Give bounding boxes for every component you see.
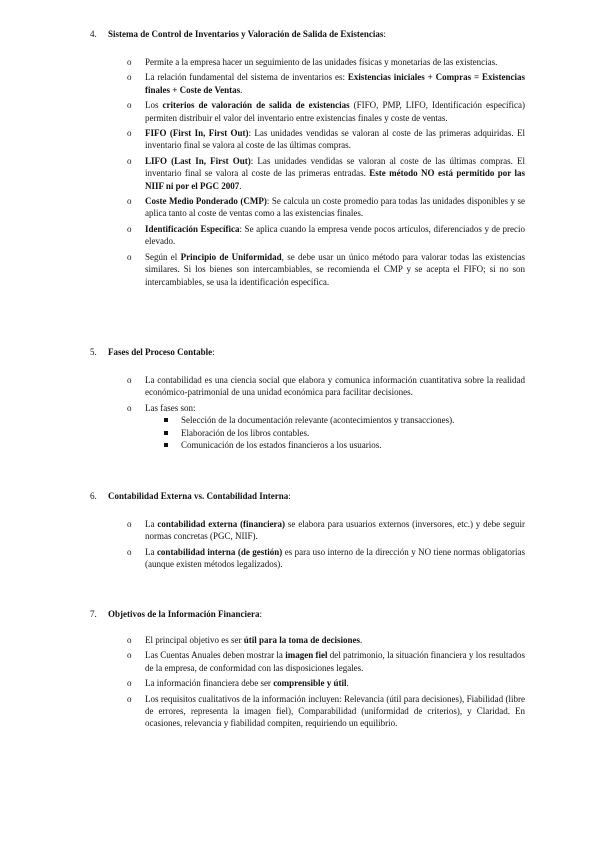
list-item xyxy=(127,127,525,152)
bullet-marker: o xyxy=(127,650,132,661)
text-run: . xyxy=(359,635,363,645)
section-number: 5. xyxy=(90,347,97,357)
text-run: Según el xyxy=(145,251,181,262)
bold-text: imagen fiel xyxy=(285,650,328,661)
section-title: Fases del Proceso Contable xyxy=(108,347,213,357)
bullet-marker: o xyxy=(127,375,132,385)
text-run: Las Cuentas Anuales deben mostrar la xyxy=(145,650,286,661)
section-number: 4. xyxy=(90,29,97,39)
text-run: : Las unidades vendidas se valoran al coste de las primeras adquiridas. El inventario final se valora al coste de las últimas compras. xyxy=(145,128,525,151)
sub-list-item xyxy=(181,439,525,451)
text-run: . xyxy=(239,180,242,191)
bold-text: Coste Medio Ponderado (CMP) xyxy=(145,196,267,207)
text-run: Las fases son: xyxy=(145,402,196,413)
bold-text: Existencias iniciales + Compras = Existencias finales + Coste de Ventas xyxy=(145,72,525,95)
bullet-marker: o xyxy=(127,155,132,166)
sub-item-text: Comunicación de los estados financieros a los usuarios. xyxy=(181,440,382,451)
bullet-marker: o xyxy=(127,635,132,645)
bullet-marker: o xyxy=(127,678,132,689)
text-run: se elabora para usuarios externos (inversores, etc.) y debe seguir normas concretas (PGC, NIIF). xyxy=(145,519,525,542)
text-run: , se debe usar un único método para valorar todas las existencias similares. Si los bienes son intercambiables, se recomienda el CMP y se acepta el FIFO; si no son intercambiables, se usa la identificación específica. xyxy=(145,251,526,287)
list-item xyxy=(127,251,526,288)
bold-text: comprensible y útil xyxy=(273,678,347,689)
sub-list-item xyxy=(181,427,525,439)
bullet-marker: o xyxy=(127,72,132,83)
section-title: Contabilidad Externa vs. Contabilidad Interna xyxy=(108,491,289,501)
text-run: . xyxy=(240,84,243,95)
text-run: El principal objetivo es ser xyxy=(145,635,244,645)
list-item xyxy=(127,223,526,248)
text-run: La xyxy=(145,519,158,529)
bullet-marker: o xyxy=(127,519,132,529)
bullet-list xyxy=(0,518,600,574)
bold-text: contabilidad externa (financiera) xyxy=(157,519,286,529)
text-run: Los requisitos cualitativos de la información incluyen: Relevancia (útil para decisiones), Fiabilidad (libre de errores, representa la imagen fiel), Comparabilidad (uniformidad de criterios), y Claridad. En ocasiones, relevancia y fiabilidad compiten, requiriendo un equilibrio. xyxy=(145,693,525,729)
section-title: Objetivos de la Información Financiera xyxy=(108,609,260,619)
bullet-marker: o xyxy=(127,196,132,207)
document-page: 4. Sistema de Control de Inventarios y Valoración de Salida de Existencias: o Permite a la empresa hacer un seguimiento de las unidades físicas y monetarias de las existencias. o La relación fundamental del sistema de inventarios es: Existencias iniciales + Compras = Existencias finales + Coste de Ventas. o Los criterios de valoración de salida de existencias (FIFO, PMP, LIFO, Identificación específica) permiten distribuir el valor del inventario entre existencias finales y coste de ventas. o FIFO (First In, First Out): Las unidades vendidas se valoran al coste de las primeras adquiridas. El inventario final se valora al coste de las últimas compras. o LIFO (Last In, First Out): Las unidades vendidas se valoran al coste de las últimas compras. El inventario final se valora al coste de las primeras entradas. Este método NO está permitido por las NIIF ni por el PGC 2007. o Coste Medio Ponderado (CMP): Se calcula un coste promedio para todas las unidades disponibles y se aplica tanto al coste de ventas como a las existencias finales. o Identificación Específica: Se aplica cuando la empresa vende pocos artículos, diferenciados y de precio elevado. o Según el Principio de Uniformidad, se debe usar un único método para valorar todas las existencias similares. Si los bienes son intercambiables, se recomienda el CMP y se acepta el FIFO; si no son intercambiables, se usa la identificación específica. 5. Fases del Proceso Contable: o La contabilidad es una ciencia social que elabora y comunica información cuantitativa sobre la realidad económico-patrimonial de una unidad económica para facilitar decisiones. o Las fases son: Selección de la documentación relevante (acontecimientos y transacciones). Elaboración de los libros contables. Comunicación de los estados financieros a los usuarios. 6. Contabilidad Externa vs. Contabilidad Interna: o La contabilidad externa (financiera) se elabora para usuarios externos (inversores, etc.) y debe seguir normas concretas (PGC, NIIF). o La contabilidad interna (de gestión) es para uso interno de la dirección y NO tiene normas obligatorias (aunque existen métodos legalizados). 7. Objetivos de la Información Financiera: o El principal objetivo es ser útil para la toma de decisiones. o Las Cuentas Anuales deben mostrar la imagen fiel del patrimonio, la situación financiera y los resultados de la empresa, de conformidad con las disposiciones legales. o La información financiera debe ser comprensible y útil. o Los requisitos cualitativos de la información incluyen: Relevancia (útil para decisiones), Fiabilidad (libre de errores, representa la imagen fiel), Comparabilidad (uniformidad de criterios), y Claridad. En ocasiones, relevancia y fiabilidad compiten, requiriendo un equilibrio. xyxy=(0,0,600,848)
list-item xyxy=(127,195,526,220)
list-item xyxy=(127,155,525,192)
text-run: es para uso interno de la dirección y NO tiene normas obligatorias (aunque existen métodos legalizados). xyxy=(145,546,525,570)
text-run: : Se calcula un coste promedio para todas las unidades disponibles y se aplica tanto al coste de ventas como a las existencias finales. xyxy=(145,196,526,219)
list-item xyxy=(127,649,525,674)
text-run: La información financiera debe ser xyxy=(145,678,274,689)
square-bullet xyxy=(164,418,168,422)
bold-text: contabilidad interna (de gestión) xyxy=(156,546,283,557)
bold-text: Identificación Específica xyxy=(145,223,240,234)
text-run: : Se aplica cuando la empresa vende pocos artículos, diferenciados y de precio elevado. xyxy=(145,223,526,247)
list-item xyxy=(127,546,525,571)
text-run: (FIFO, PMP, LIFO, Identificación específica) permiten distribuir el valor del inventario entre existencias finales y coste de ventas. xyxy=(145,100,525,123)
section-number: 6. xyxy=(90,491,97,501)
bullet-marker: o xyxy=(127,693,132,704)
text-run: La contabilidad es una ciencia social que elabora y comunica información cuantitativa sobre la realidad económico-patrimonial de una unidad económica para facilitar decisiones. xyxy=(145,375,525,398)
bullet-marker: o xyxy=(127,128,132,139)
list-item xyxy=(127,693,525,730)
bullet-list xyxy=(0,56,600,291)
bullet-marker: o xyxy=(127,223,132,234)
square-bullet xyxy=(164,431,168,435)
bold-text: Este método NO está permitido por las NIIF ni por el PGC 2007 xyxy=(145,168,525,191)
text-run: del patrimonio, la situación financiera y los resultados de la empresa, de conformidad con las disposiciones legales. xyxy=(145,650,525,673)
text-run: Permite a la empresa hacer un seguimiento de las unidades físicas y monetarias de las existencias. xyxy=(145,57,498,67)
text-run: . xyxy=(346,678,349,689)
section-number: 7. xyxy=(90,609,97,619)
bold-text: criterios de valoración de salida de existencias xyxy=(162,100,350,111)
list-item xyxy=(127,374,525,399)
bullet-marker: o xyxy=(127,402,132,413)
bullet-marker: o xyxy=(127,57,132,67)
list-item xyxy=(127,677,525,689)
bullet-list xyxy=(0,634,600,733)
text-run: La relación fundamental del sistema de inventarios es: xyxy=(145,72,348,83)
bullet-list xyxy=(0,374,600,454)
bullet-marker: o xyxy=(127,546,132,557)
list-item xyxy=(127,99,525,124)
sub-item-text: Selección de la documentación relevante (acontecimientos y transacciones). xyxy=(181,415,455,426)
bullet-marker: o xyxy=(127,100,132,111)
list-item xyxy=(127,402,525,452)
section-title: Sistema de Control de Inventarios y Valoración de Salida de Existencias xyxy=(108,29,384,39)
list-item xyxy=(127,56,525,68)
list-item xyxy=(127,518,525,543)
text-run: La xyxy=(145,546,157,557)
bold-text: LIFO (Last In, First Out) xyxy=(145,155,251,166)
text-run: : Las unidades vendidas se valoran al coste de las últimas compras. El inventario final se valora al coste de las primeras entradas. xyxy=(145,155,525,179)
list-item xyxy=(127,71,525,96)
bullet-marker: o xyxy=(127,251,132,262)
list-item xyxy=(127,634,525,646)
bold-text: Principio de Uniformidad xyxy=(180,251,282,262)
bold-text: útil para la toma de decisiones xyxy=(243,635,360,645)
text-run: Los xyxy=(145,100,163,111)
sub-item-text: Elaboración de los libros contables. xyxy=(181,427,310,438)
square-bullet xyxy=(164,443,168,447)
sub-list xyxy=(145,414,525,451)
sub-list-item xyxy=(181,414,525,426)
bold-text: FIFO (First In, First Out) xyxy=(145,128,249,139)
